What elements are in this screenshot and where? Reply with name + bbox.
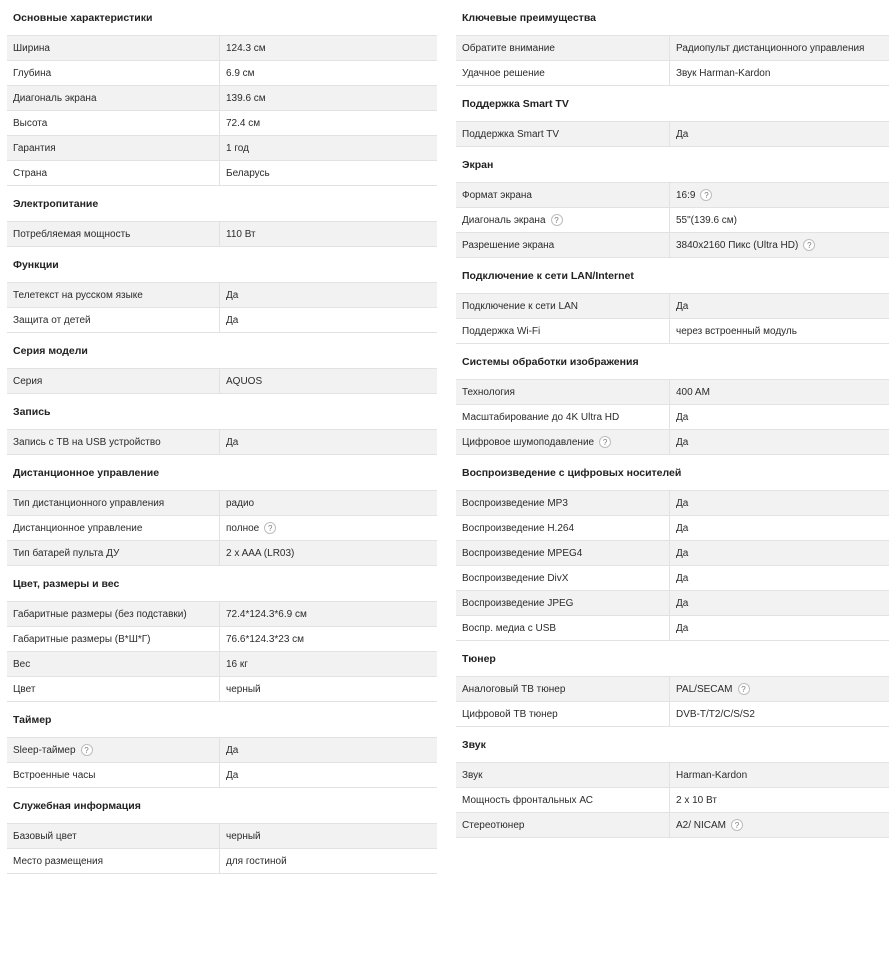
spec-value	[220, 111, 437, 135]
spec-section	[456, 455, 889, 641]
spec-value-text: A2/ NICAM	[676, 820, 727, 831]
spec-value-text: Да	[676, 301, 689, 312]
spec-name-text: Аналоговый ТВ тюнер	[462, 684, 566, 695]
spec-table	[456, 379, 889, 455]
spec-value	[670, 702, 889, 726]
spec-row	[7, 368, 437, 393]
spec-value	[670, 183, 889, 207]
spec-name-text: Технология	[462, 387, 515, 398]
spec-value-text: Да	[676, 548, 689, 559]
spec-value-text: Harman-Kardon	[676, 770, 748, 781]
spec-name-text: Цвет	[13, 684, 36, 695]
spec-value	[670, 788, 889, 812]
spec-value-text: Да	[226, 290, 239, 301]
spec-section	[456, 641, 889, 727]
spec-value-text: радио	[226, 498, 255, 509]
spec-value-text: Радиопульт дистанционного управления	[676, 43, 865, 54]
spec-name	[7, 161, 220, 185]
section-title: Звук	[462, 739, 486, 751]
spec-name-text: Поддержка Smart TV	[462, 129, 559, 140]
spec-name	[456, 319, 670, 343]
spec-value	[670, 319, 889, 343]
section-title: Серия модели	[13, 345, 88, 357]
help-icon[interactable]: ?	[803, 239, 815, 251]
spec-value-text: Да	[226, 437, 239, 448]
spec-table	[7, 823, 437, 874]
spec-row	[7, 626, 437, 651]
spec-value-text: Да	[226, 770, 239, 781]
spec-name	[7, 491, 220, 515]
spec-value	[220, 652, 437, 676]
spec-value-text: 6.9 см	[226, 68, 255, 79]
spec-name-text: Стереотюнер	[462, 820, 525, 831]
spec-value	[220, 677, 437, 701]
spec-value	[220, 430, 437, 454]
spec-name-text: Место размещения	[13, 856, 104, 867]
spec-row	[456, 762, 889, 787]
spec-value-text: 124.3 см	[226, 43, 266, 54]
spec-name	[7, 369, 220, 393]
right-spec-column	[456, 0, 889, 838]
spec-name	[456, 763, 670, 787]
spec-value	[220, 136, 437, 160]
spec-value-text: Да	[226, 315, 239, 326]
spec-value	[670, 516, 889, 540]
spec-name	[456, 702, 670, 726]
spec-name	[456, 813, 670, 837]
spec-name	[7, 849, 220, 873]
spec-value-text: Да	[676, 498, 689, 509]
spec-value-text: 72.4*124.3*6.9 см	[226, 609, 307, 620]
spec-value	[220, 86, 437, 110]
spec-name-text: Встроенные часы	[13, 770, 96, 781]
spec-value-text: 3840x2160 Пикс (Ultra HD)	[676, 240, 799, 251]
spec-value	[220, 627, 437, 651]
section-title: Запись	[13, 406, 51, 418]
section-title: Функции	[13, 259, 59, 271]
spec-table	[7, 221, 437, 247]
spec-value	[220, 541, 437, 565]
spec-name-text: Потребляемая мощность	[13, 229, 131, 240]
spec-table	[7, 490, 437, 566]
spec-name-text: Мощность фронтальных АС	[462, 795, 593, 806]
spec-row	[7, 85, 437, 110]
spec-name	[456, 380, 670, 404]
spec-section	[7, 186, 437, 247]
spec-value-text: 55"(139.6 см)	[676, 215, 738, 226]
spec-name-text: Разрешение экрана	[462, 240, 555, 251]
spec-value	[670, 233, 889, 257]
spec-name	[7, 516, 220, 540]
spec-row	[7, 135, 437, 160]
spec-value-text: 1 год	[226, 143, 249, 154]
spec-value	[220, 824, 437, 848]
spec-name-text: Воспроизведение MPEG4	[462, 548, 583, 559]
spec-row	[7, 429, 437, 454]
spec-row	[456, 812, 889, 837]
help-icon[interactable]: ?	[599, 436, 611, 448]
spec-row	[456, 35, 889, 60]
spec-name	[456, 591, 670, 615]
spec-name-text: Формат экрана	[462, 190, 532, 201]
spec-value-text: Да	[676, 437, 689, 448]
spec-table	[456, 762, 889, 838]
section-title: Дистанционное управление	[13, 467, 160, 479]
spec-name-text: Воспроизведение DivX	[462, 573, 569, 584]
spec-value	[220, 283, 437, 307]
spec-section	[456, 86, 889, 147]
spec-section	[7, 788, 437, 874]
spec-value	[670, 491, 889, 515]
spec-section	[7, 394, 437, 455]
spec-name	[7, 738, 220, 762]
spec-table	[456, 182, 889, 258]
spec-value	[670, 763, 889, 787]
spec-value-text: Да	[676, 598, 689, 609]
spec-row	[7, 737, 437, 762]
spec-row	[7, 307, 437, 332]
spec-name	[456, 183, 670, 207]
help-icon[interactable]: ?	[731, 819, 743, 831]
spec-value-text: 110 Вт	[226, 229, 256, 240]
section-title: Воспроизведение с цифровых носителей	[462, 467, 682, 479]
spec-name	[456, 516, 670, 540]
spec-value-text: AQUOS	[226, 376, 263, 387]
spec-name	[456, 36, 670, 60]
spec-name-text: Поддержка Wi-Fi	[462, 326, 541, 337]
spec-name-text: Страна	[13, 168, 48, 179]
spec-value-text: Звук Harman-Kardon	[676, 68, 771, 79]
spec-name-text: Тип батарей пульта ДУ	[13, 548, 120, 559]
section-title: Цвет, размеры и вес	[13, 578, 120, 590]
spec-name-text: Удачное решение	[462, 68, 545, 79]
spec-name	[456, 208, 670, 232]
spec-name-text: Воспр. медиа с USB	[462, 623, 557, 634]
spec-value	[670, 591, 889, 615]
spec-name	[456, 677, 670, 701]
help-icon[interactable]: ?	[738, 683, 750, 695]
help-icon[interactable]: ?	[81, 744, 93, 756]
spec-name	[456, 233, 670, 257]
spec-value	[220, 738, 437, 762]
spec-name	[7, 677, 220, 701]
spec-name-text: Sleep-таймер	[13, 745, 76, 756]
spec-row	[456, 404, 889, 429]
spec-value	[220, 308, 437, 332]
spec-name-text: Гарантия	[13, 143, 56, 154]
spec-table	[456, 35, 889, 86]
spec-section	[456, 258, 889, 344]
spec-value	[220, 491, 437, 515]
spec-row	[456, 121, 889, 146]
spec-name-text: Серия	[13, 376, 43, 387]
spec-row	[7, 160, 437, 185]
spec-value	[670, 294, 889, 318]
spec-table	[7, 282, 437, 333]
spec-name-text: Дистанционное управление	[13, 523, 143, 534]
spec-name-text: Воспроизведение H.264	[462, 523, 575, 534]
spec-value-text: 76.6*124.3*23 см	[226, 634, 305, 645]
spec-row	[456, 701, 889, 726]
spec-value	[220, 36, 437, 60]
spec-row	[7, 823, 437, 848]
spec-name-text: Звук	[462, 770, 483, 781]
spec-name	[7, 430, 220, 454]
spec-value	[220, 369, 437, 393]
spec-name-text: Цифровое шумоподавление	[462, 437, 595, 448]
section-title: Ключевые преимущества	[462, 12, 596, 24]
spec-value-text: Да	[676, 412, 689, 423]
spec-value	[670, 566, 889, 590]
spec-value-text: 72.4 см	[226, 118, 261, 129]
spec-name-text: Высота	[13, 118, 48, 129]
section-title: Экран	[462, 159, 494, 171]
spec-row	[7, 490, 437, 515]
spec-value	[220, 602, 437, 626]
spec-table	[7, 429, 437, 455]
spec-row	[456, 565, 889, 590]
section-title: Поддержка Smart TV	[462, 98, 569, 110]
spec-name-text: Телетекст на русском языке	[13, 290, 143, 301]
spec-value	[220, 61, 437, 85]
spec-table	[456, 121, 889, 147]
spec-value-text: черный	[226, 831, 261, 842]
spec-name	[7, 763, 220, 787]
spec-section	[7, 566, 437, 702]
spec-value	[220, 222, 437, 246]
spec-value	[220, 849, 437, 873]
spec-name-text: Масштабирование до 4K Ultra HD	[462, 412, 620, 423]
spec-value-text: Беларусь	[226, 168, 270, 179]
spec-section	[456, 147, 889, 258]
spec-name-text: Габаритные размеры (без подставки)	[13, 609, 187, 620]
spec-row	[456, 676, 889, 701]
spec-row	[456, 318, 889, 343]
spec-value-text: через встроенный модуль	[676, 326, 797, 337]
help-icon[interactable]: ?	[264, 522, 276, 534]
spec-name-text: Габаритные размеры (В*Ш*Г)	[13, 634, 151, 645]
spec-value-text: 139.6 см	[226, 93, 266, 104]
spec-value	[670, 208, 889, 232]
spec-value	[670, 380, 889, 404]
spec-value	[670, 541, 889, 565]
spec-row	[456, 379, 889, 404]
spec-table	[456, 490, 889, 641]
spec-row	[456, 490, 889, 515]
spec-row	[7, 35, 437, 60]
spec-value	[670, 430, 889, 454]
spec-name	[7, 308, 220, 332]
spec-name-text: Вес	[13, 659, 31, 670]
spec-table	[456, 676, 889, 727]
spec-value	[220, 763, 437, 787]
spec-value-text: черный	[226, 684, 261, 695]
spec-value	[220, 516, 437, 540]
spec-row	[7, 601, 437, 626]
spec-name	[7, 602, 220, 626]
spec-name	[456, 788, 670, 812]
spec-name-text: Обратите внимание	[462, 43, 555, 54]
spec-name	[456, 541, 670, 565]
spec-row	[7, 282, 437, 307]
spec-row	[7, 221, 437, 246]
spec-name	[456, 61, 670, 85]
spec-row	[7, 60, 437, 85]
spec-name-text: Диагональ экрана	[462, 215, 546, 226]
spec-section	[7, 455, 437, 566]
spec-value	[670, 616, 889, 640]
spec-name-text: Подключение к сети LAN	[462, 301, 578, 312]
spec-value-text: PAL/SECAM	[676, 684, 733, 695]
spec-table	[456, 293, 889, 344]
spec-value-text: Да	[676, 623, 689, 634]
section-title: Таймер	[13, 714, 52, 726]
spec-value	[670, 36, 889, 60]
spec-value-text: 16:9	[676, 190, 696, 201]
spec-table	[7, 368, 437, 394]
spec-section	[7, 247, 437, 333]
spec-name	[7, 541, 220, 565]
help-icon[interactable]: ?	[551, 214, 563, 226]
section-title: Тюнер	[462, 653, 496, 665]
spec-value-text: 2 x AAA (LR03)	[226, 548, 295, 559]
spec-section	[7, 702, 437, 788]
spec-row	[7, 762, 437, 787]
spec-value	[220, 161, 437, 185]
spec-name	[456, 294, 670, 318]
spec-row	[7, 651, 437, 676]
spec-row	[456, 590, 889, 615]
spec-name	[456, 405, 670, 429]
spec-table	[7, 601, 437, 702]
spec-name	[456, 430, 670, 454]
spec-value-text: Да	[676, 129, 689, 140]
spec-row	[456, 293, 889, 318]
spec-table	[7, 35, 437, 186]
spec-name	[456, 566, 670, 590]
spec-section	[456, 727, 889, 838]
spec-row	[456, 429, 889, 454]
help-icon[interactable]: ?	[700, 189, 712, 201]
spec-row	[456, 515, 889, 540]
spec-section	[7, 333, 437, 394]
left-spec-column	[7, 0, 437, 874]
spec-name	[456, 616, 670, 640]
spec-name	[7, 61, 220, 85]
spec-section	[456, 344, 889, 455]
spec-value	[670, 813, 889, 837]
spec-row	[456, 615, 889, 640]
spec-name	[7, 136, 220, 160]
spec-name	[7, 111, 220, 135]
spec-value-text: полное	[226, 523, 260, 534]
spec-name	[456, 122, 670, 146]
spec-value-text: DVB-T/T2/C/S/S2	[676, 709, 755, 720]
spec-name-text: Тип дистанционного управления	[13, 498, 165, 509]
spec-row	[7, 676, 437, 701]
spec-name-text: Цифровой ТВ тюнер	[462, 709, 558, 720]
spec-section	[7, 0, 437, 186]
spec-value	[670, 677, 889, 701]
spec-row	[456, 182, 889, 207]
section-title: Подключение к сети LAN/Internet	[462, 270, 634, 282]
spec-value	[670, 61, 889, 85]
spec-name-text: Базовый цвет	[13, 831, 77, 842]
spec-table	[7, 737, 437, 788]
spec-row	[7, 540, 437, 565]
spec-name	[456, 491, 670, 515]
spec-value-text: для гостиной	[226, 856, 287, 867]
spec-name-text: Воспроизведение MP3	[462, 498, 568, 509]
spec-value-text: 400 AM	[676, 387, 710, 398]
spec-name	[7, 86, 220, 110]
section-title: Основные характеристики	[13, 12, 153, 24]
spec-name	[7, 283, 220, 307]
spec-row	[7, 110, 437, 135]
spec-name-text: Ширина	[13, 43, 50, 54]
spec-name-text: Диагональ экрана	[13, 93, 97, 104]
spec-name	[7, 627, 220, 651]
spec-row	[456, 60, 889, 85]
spec-value-text: 16 кг	[226, 659, 248, 670]
spec-row	[456, 540, 889, 565]
spec-name-text: Воспроизведение JPEG	[462, 598, 574, 609]
spec-row	[7, 848, 437, 873]
spec-name	[7, 222, 220, 246]
spec-row	[456, 787, 889, 812]
section-title: Системы обработки изображения	[462, 356, 639, 368]
spec-row	[7, 515, 437, 540]
section-title: Электропитание	[13, 198, 99, 210]
spec-value	[670, 122, 889, 146]
spec-name	[7, 652, 220, 676]
spec-name	[7, 36, 220, 60]
spec-row	[456, 232, 889, 257]
spec-value	[670, 405, 889, 429]
spec-section	[456, 0, 889, 86]
spec-value-text: Да	[676, 523, 689, 534]
spec-name-text: Защита от детей	[13, 315, 91, 326]
spec-name-text: Глубина	[13, 68, 52, 79]
spec-row	[456, 207, 889, 232]
spec-value-text: Да	[226, 745, 239, 756]
spec-name	[7, 824, 220, 848]
spec-name-text: Запись с ТВ на USB устройство	[13, 437, 161, 448]
section-title: Служебная информация	[13, 800, 141, 812]
spec-value-text: 2 x 10 Вт	[676, 795, 717, 806]
spec-value-text: Да	[676, 573, 689, 584]
